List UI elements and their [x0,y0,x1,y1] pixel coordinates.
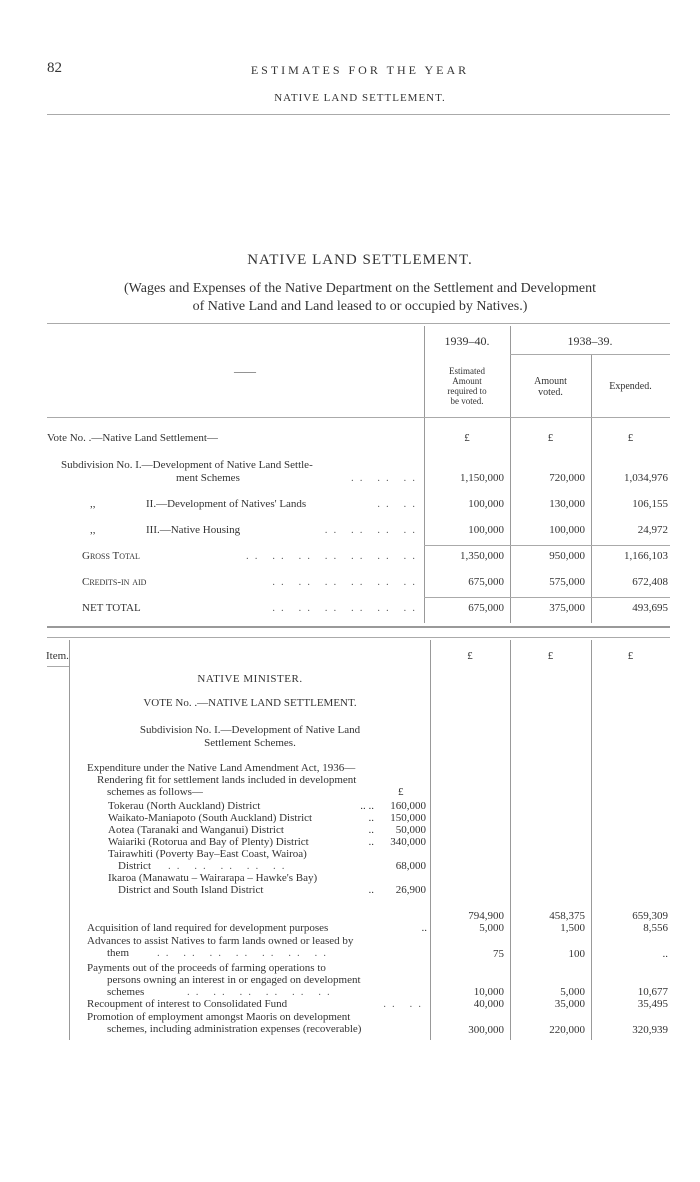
acq-voted: 1,500 [560,922,585,934]
col-header-1938-39: 1938–39. [567,334,613,348]
pound-sign: £ [398,786,404,798]
summary-bottom-rule [47,626,670,628]
sub3-voted: 100,000 [549,524,585,536]
district-row: Aotea (Taranaki and Wanganui) District .. 50,000 [108,824,426,836]
page-number: 82 [47,60,62,76]
credits-estimated: 675,000 [468,576,504,588]
detail-top-rule [47,637,670,638]
district-row: Tokerau (North Auckland) District .. .. 160,000 [108,800,426,812]
net-total-label: NET TOTAL .. .. .. .. .. .. [82,602,421,614]
district-list [108,800,426,896]
pay-expended: 10,677 [637,986,668,998]
credits-expended: 672,408 [632,576,668,588]
sub3-expended: 24,972 [637,524,668,536]
ditto-3: ,, [90,524,96,536]
minister-heading: NATIVE MINISTER. [197,673,303,685]
expenditure-intro: Expenditure under the Native Land Amendment Act, 1936— Rendering fit for settlement lands included in development schemes as follows— [87,762,357,798]
sub2-voted: 130,000 [549,498,585,510]
currency-est: £ [464,432,470,444]
pay-voted: 5,000 [560,986,585,998]
col-header-voted: Amount voted. [534,376,567,398]
gross-voted: 950,000 [549,550,585,562]
summary-top-rule [47,323,670,324]
sub1-voted: 720,000 [549,472,585,484]
total-expended: 659,309 [632,910,668,922]
promotion-label: Promotion of employment amongst Maoris on development schemes, including administration expenses (recoverable) [87,1011,362,1035]
sub2-estimated: 100,000 [468,498,504,510]
section-header: NATIVE LAND SETTLEMENT. [274,92,446,104]
credits-voted: 575,000 [549,576,585,588]
item-header: Item. [46,650,69,662]
running-title: ESTIMATES FOR THE YEAR [250,63,470,77]
page-title: NATIVE LAND SETTLEMENT. [247,252,473,268]
adv-voted: 100 [568,948,585,960]
district-row: Tairawhiti (Poverty Bay–East Coast, Wairoa) [108,848,307,860]
sub3-estimated: 100,000 [468,524,504,536]
adv-estimated: 75 [493,948,504,960]
sub2-expended: 106,155 [632,498,668,510]
acq-estimated: 5,000 [479,922,504,934]
subdivision-3-label: III.—Native Housing .. .. .. .. [146,524,421,536]
promo-estimated: 300,000 [468,1024,504,1036]
adv-expended: .. [662,948,668,960]
item-underline [47,666,69,667]
col-header-expended: Expended. [609,381,652,392]
total-estimated: 794,900 [468,910,504,922]
district-row: Waiariki (Rotorua and Bay of Plenty) District .. 340,000 [108,836,426,848]
description-dash: —— [234,366,256,378]
detail-vline-2 [510,640,511,1040]
vote-label: Vote No. .—Native Land Settlement— [47,432,218,444]
detail-vline-3 [591,640,592,1040]
district-row: Ikaroa (Manawatu – Wairarapa – Hawke's Bay) [108,872,318,884]
detail-vline-1 [430,640,431,1040]
sub1-estimated: 1,150,000 [460,472,504,484]
vote-heading: VOTE No. .—NATIVE LAND SETTLEMENT. [143,697,357,709]
col-header-estimated: Estimated Amount required to be voted. [447,366,487,406]
gross-total-label: Gross Total .. .. .. .. .. .. .. [82,550,421,562]
promo-voted: 220,000 [549,1024,585,1036]
sub1-expended: 1,034,976 [624,472,668,484]
subdivision-heading: Subdivision No. I.—Development of Native Land Settlement Schemes. [139,724,361,749]
detail-currency-exp: £ [627,650,634,662]
credits-label: Credits-in aid .. .. .. .. .. .. [82,576,421,588]
payments-label: Payments out of the proceeds of farming operations to persons owning an interest in or engaged on development schemes .. .. .. .. .. .. [87,962,361,998]
acquisition-label: Acquisition of land required for development purposes .. [87,922,427,934]
district-row: District .. .. .. .. .. 68,000 [118,860,426,872]
acq-expended: 8,556 [643,922,668,934]
detail-currency-voted: £ [547,650,554,662]
subtitle-line-2: of Native Land and Land leased to or occupied by Natives.) [192,299,528,314]
promo-expended: 320,939 [632,1024,668,1036]
ditto-2: ,, [90,498,96,510]
recoupment-label: Recoupment of interest to Consolidated Fund .. .. [87,998,427,1010]
net-rule [424,597,670,598]
gross-estimated: 1,350,000 [460,550,504,562]
net-expended: 493,695 [632,602,668,614]
col-header-1939-40: 1939–40. [444,334,490,348]
advances-label: Advances to assist Natives to farm lands owned or leased by them .. .. .. .. .. .. .. [87,935,354,959]
gross-expended: 1,166,103 [624,550,668,562]
subdivision-2-label: II.—Development of Natives' Lands .. .. [146,498,421,510]
rec-estimated: 40,000 [473,998,504,1010]
year-underline [510,354,670,355]
summary-header-rule [47,417,670,418]
detail-currency-est: £ [467,650,473,662]
subdivision-1-label-cont: ment Schemes .. .. .. [176,472,421,484]
item-col-line [69,640,70,1040]
district-row: District and South Island District .. 26,900 [118,884,426,896]
net-voted: 375,000 [549,602,585,614]
pay-estimated: 10,000 [473,986,504,998]
header-rule [47,114,670,115]
gross-rule [424,545,670,546]
rec-voted: 35,000 [554,998,585,1010]
net-estimated: 675,000 [468,602,504,614]
total-voted: 458,375 [549,910,585,922]
currency-voted: £ [547,432,554,444]
district-row: Waikato-Maniapoto (South Auckland) District .. 150,000 [108,812,426,824]
subtitle-line-1: (Wages and Expenses of the Native Department on the Settlement and Development [123,281,596,296]
rec-expended: 35,495 [637,998,668,1010]
currency-exp: £ [627,432,634,444]
subdivision-1-label: Subdivision No. I.—Development of Native Land Settle- [61,459,313,471]
